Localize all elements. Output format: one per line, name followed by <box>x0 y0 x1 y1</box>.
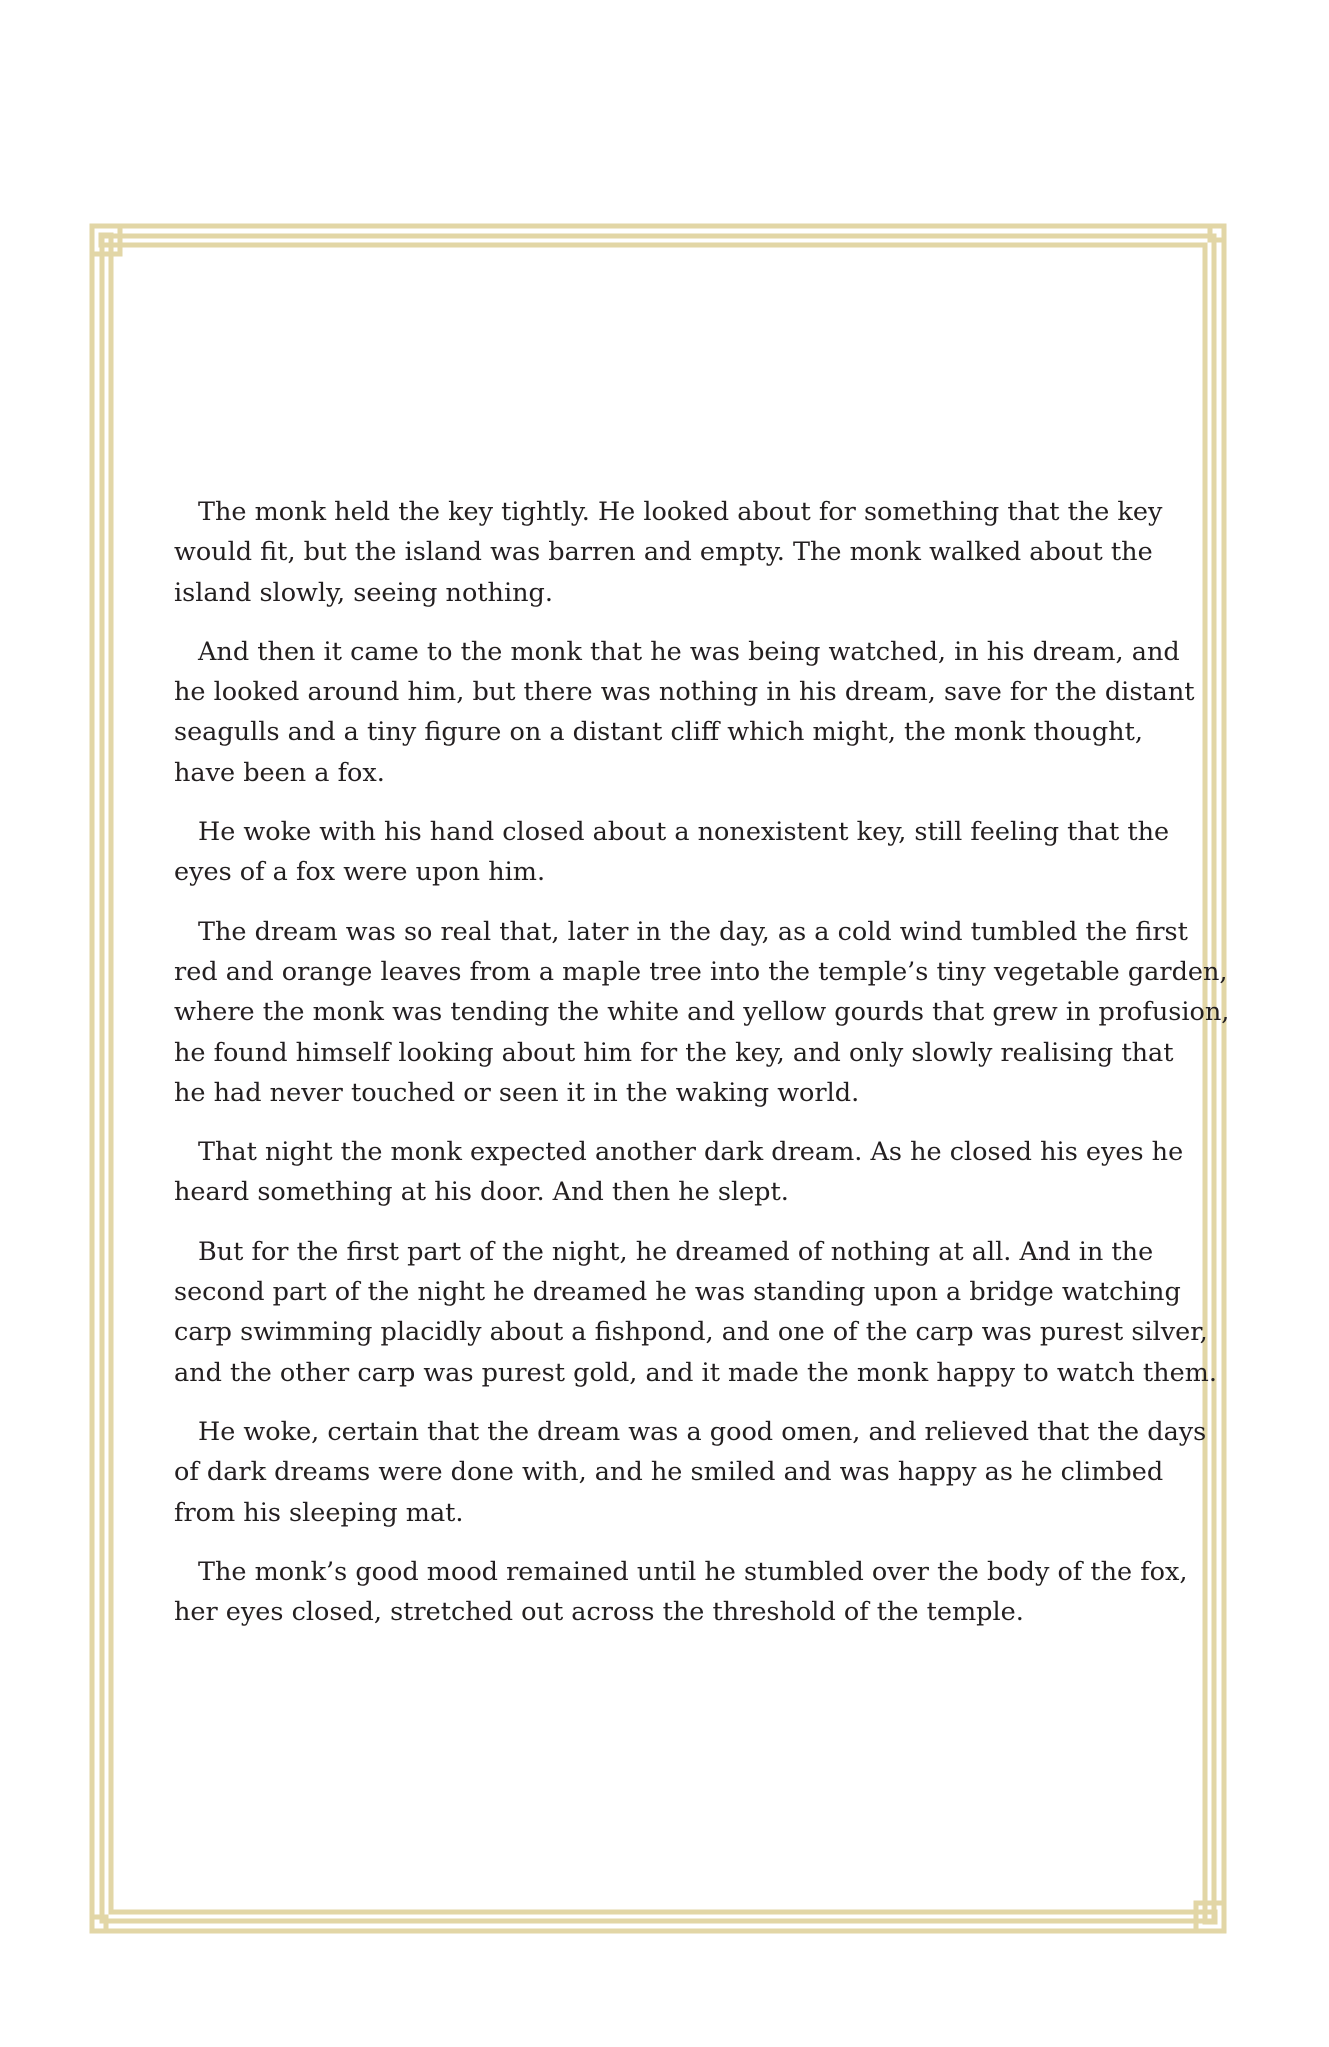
corner-ornament-bottom-left <box>92 1917 106 1931</box>
text-line: That night the monk expected another dark dream. As he closed his eyes he <box>198 1137 1184 1168</box>
text-line: The monk’s good mood remained until he stumbled over the body of the fox, <box>198 1556 1188 1587</box>
text-line: island slowly, seeing nothing. <box>174 577 553 608</box>
text-line: from his sleeping mat. <box>174 1497 464 1528</box>
paragraph-1 <box>174 492 1163 613</box>
paragraph-6 <box>174 1232 1217 1393</box>
text-line: he found himself looking about him for the key, and only slowly realising that <box>174 1037 1174 1068</box>
text-line: eyes of a fox were upon him. <box>174 857 546 888</box>
text-line: He woke, certain that the dream was a good omen, and relieved that the days <box>198 1416 1207 1447</box>
text-line: The monk held the key tightly. He looked about for something that the key <box>198 497 1163 527</box>
story-text <box>174 492 1230 1651</box>
text-line: her eyes closed, stretched out across the threshold of the temple. <box>174 1597 1024 1628</box>
paragraph-8 <box>174 1552 1188 1633</box>
text-line: heard something at his door. And then he slept. <box>174 1177 789 1208</box>
text-line: and the other carp was purest gold, and it made the monk happy to watch them. <box>174 1357 1217 1388</box>
text-line: But for the first part of the night, he dreamed of nothing at all. And in the <box>198 1236 1154 1267</box>
text-line: second part of the night he dreamed he was standing upon a bridge watching <box>174 1277 1181 1308</box>
paragraph-3 <box>174 812 1170 893</box>
text-line: He woke with his hand closed about a nonexistent key, still feeling that the <box>198 817 1170 848</box>
paragraph-7 <box>174 1412 1207 1533</box>
text-line: And then it came to the monk that he was being watched, in his dream, and <box>198 636 1180 667</box>
paragraph-5 <box>174 1132 1184 1213</box>
text-line: have been a fox. <box>174 757 385 788</box>
paragraph-4 <box>174 912 1230 1113</box>
paragraph-2 <box>174 632 1195 793</box>
text-line: of dark dreams were done with, and he smiled and was happy as he climbed <box>174 1457 1164 1488</box>
text-line: The dream was so real that, later in the day, as a cold wind tumbled the first <box>198 916 1188 947</box>
corner-ornament-top-left <box>92 226 120 254</box>
text-line: he looked around him, but there was nothing in his dream, save for the distant <box>174 677 1195 708</box>
text-line: would fit, but the island was barren and empty. The monk walked about the <box>174 537 1153 568</box>
text-line: red and orange leaves from a maple tree into the temple’s tiny vegetable garden, <box>174 956 1228 987</box>
text-line: seagulls and a tiny figure on a distant cliff which might, the monk thought, <box>174 717 1143 748</box>
corner-ornament-top-right <box>1210 226 1224 240</box>
text-line: carp swimming placidly about a fishpond, and one of the carp was purest silver, <box>174 1317 1208 1348</box>
text-line: he had never touched or seen it in the waking world. <box>174 1077 860 1108</box>
text-line: where the monk was tending the white and yellow gourds that grew in profusion, <box>174 997 1230 1028</box>
corner-ornament-bottom-right <box>1196 1903 1224 1931</box>
